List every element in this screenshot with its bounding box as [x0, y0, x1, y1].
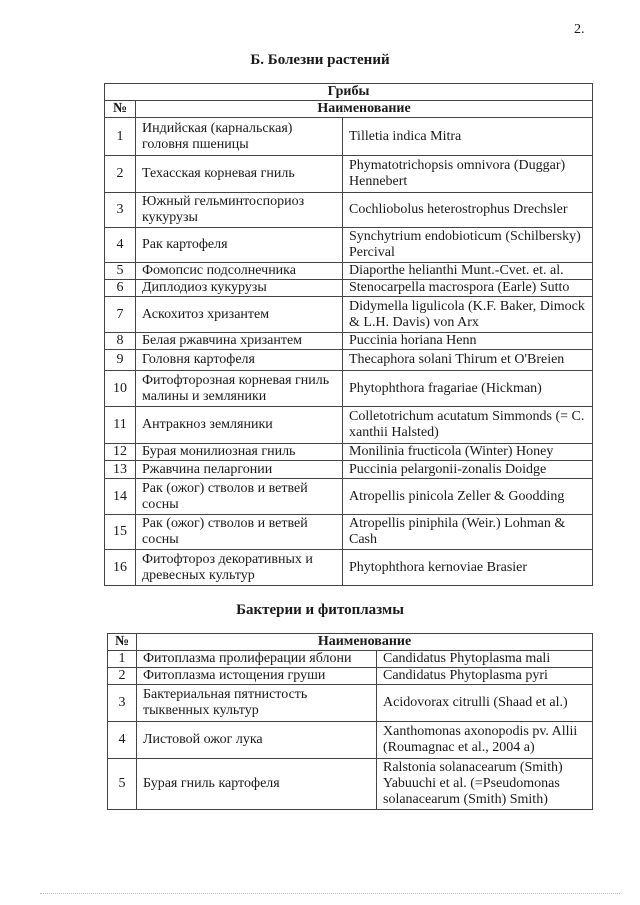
- fungi-table: [104, 83, 593, 586]
- row-number: 1: [105, 118, 136, 156]
- fungi-group-title: Грибы: [105, 84, 593, 101]
- disease-name: Диплодиоз кукурузы: [136, 280, 343, 297]
- table-row: [105, 280, 593, 297]
- disease-name: Фомопсис подсолнечника: [136, 263, 343, 280]
- pathogen-latin-name: Thecaphora solani Thirum et O'Breien: [343, 350, 593, 371]
- row-number: 5: [105, 263, 136, 280]
- disease-name: Аскохитоз хризантем: [136, 297, 343, 333]
- disease-name: Ржавчина пеларгонии: [136, 461, 343, 479]
- bacteria-table: [107, 633, 593, 810]
- table-row: [105, 479, 593, 515]
- table-row: [105, 444, 593, 461]
- pathogen-latin-name: Diaporthe helianthi Munt.-Cvet. et. al.: [343, 263, 593, 280]
- pathogen-latin-name: Xanthomonas axonopodis pv. Allii (Roumagnac et al., 2004 a): [377, 722, 593, 759]
- disease-name: Рак картофеля: [136, 228, 343, 263]
- pathogen-latin-name: Phymatotrichopsis omnivora (Duggar) Hennebert: [343, 156, 593, 193]
- table-row: [105, 297, 593, 333]
- table-row: [108, 759, 593, 810]
- row-number: 2: [105, 156, 136, 193]
- disease-name: Рак (ожог) стволов и ветвей сосны: [136, 515, 343, 550]
- row-number: 1: [108, 651, 137, 668]
- row-number: 4: [108, 722, 137, 759]
- table-row: [105, 550, 593, 586]
- row-number: 9: [105, 350, 136, 371]
- disease-name: Белая ржавчина хризантем: [136, 333, 343, 350]
- disease-name: Фитоплазма пролиферации яблони: [137, 651, 377, 668]
- row-number: 3: [108, 685, 137, 722]
- row-number: 15: [105, 515, 136, 550]
- row-number: 4: [105, 228, 136, 263]
- pathogen-latin-name: Synchytrium endobioticum (Schilbersky) Percival: [343, 228, 593, 263]
- table-row: [105, 228, 593, 263]
- row-number: 11: [105, 407, 136, 444]
- row-number: 13: [105, 461, 136, 479]
- table-row: [105, 118, 593, 156]
- disease-name: Фитофторозная корневая гниль малины и земляники: [136, 371, 343, 407]
- row-number: 3: [105, 193, 136, 228]
- disease-name: Рак (ожог) стволов и ветвей сосны: [136, 479, 343, 515]
- row-number: 12: [105, 444, 136, 461]
- page-number: 2.: [574, 22, 585, 37]
- column-header-number: №: [108, 634, 137, 651]
- pathogen-latin-name: Puccinia pelargonii-zonalis Doidge: [343, 461, 593, 479]
- pathogen-latin-name: Phytophthora fragariae (Hickman): [343, 371, 593, 407]
- row-number: 2: [108, 668, 137, 685]
- disease-name: Южный гельминтоспориоз кукурузы: [136, 193, 343, 228]
- table-row: [105, 515, 593, 550]
- row-number: 7: [105, 297, 136, 333]
- disease-name: Фитофтороз декоративных и древесных культур: [136, 550, 343, 586]
- table-row: [105, 263, 593, 280]
- table-row: [105, 407, 593, 444]
- row-number: 14: [105, 479, 136, 515]
- column-header-name: Наименование: [137, 634, 593, 651]
- pathogen-latin-name: Cochliobolus heterostrophus Drechsler: [343, 193, 593, 228]
- bacteria-section-title: Бактерии и фитоплазмы: [236, 602, 404, 618]
- row-number: 6: [105, 280, 136, 297]
- disease-name: Антракноз земляники: [136, 407, 343, 444]
- pathogen-latin-name: Candidatus Phytoplasma mali: [377, 651, 593, 668]
- table-row: [105, 461, 593, 479]
- disease-name: Техасская корневая гниль: [136, 156, 343, 193]
- section-title: Б. Болезни растений: [250, 52, 390, 68]
- pathogen-latin-name: Monilinia fructicola (Winter) Honey: [343, 444, 593, 461]
- pathogen-latin-name: Atropellis pinicola Zeller & Goodding: [343, 479, 593, 515]
- disease-name: Бактериальная пятнистость тыквенных культур: [137, 685, 377, 722]
- row-number: 16: [105, 550, 136, 586]
- pathogen-latin-name: Stenocarpella macrospora (Earle) Sutto: [343, 280, 593, 297]
- disease-name: Индийская (карнальская) головня пшеницы: [136, 118, 343, 156]
- pathogen-latin-name: Colletotrichum acutatum Simmonds (= C. xanthii Halsted): [343, 407, 593, 444]
- table-row: [108, 668, 593, 685]
- disease-name: Листовой ожог лука: [137, 722, 377, 759]
- table-row: [108, 651, 593, 668]
- disease-name: Бурая монилиозная гниль: [136, 444, 343, 461]
- pathogen-latin-name: Puccinia horiana Henn: [343, 333, 593, 350]
- pathogen-latin-name: Acidovorax citrulli (Shaad et al.): [377, 685, 593, 722]
- pathogen-latin-name: Phytophthora kernoviae Brasier: [343, 550, 593, 586]
- table-row: [108, 685, 593, 722]
- table-row: [105, 193, 593, 228]
- table-row: [105, 371, 593, 407]
- pathogen-latin-name: Atropellis piniphila (Weir.) Lohman & Cash: [343, 515, 593, 550]
- table-row: [105, 333, 593, 350]
- row-number: 5: [108, 759, 137, 810]
- pathogen-latin-name: Didymella ligulicola (K.F. Baker, Dimock & L.H. Davis) von Arx: [343, 297, 593, 333]
- disease-name: Бурая гниль картофеля: [137, 759, 377, 810]
- table-row: [105, 156, 593, 193]
- scan-edge-line: [40, 893, 620, 894]
- pathogen-latin-name: Candidatus Phytoplasma pyri: [377, 668, 593, 685]
- column-header-number: №: [105, 101, 136, 118]
- table-row: [105, 350, 593, 371]
- row-number: 10: [105, 371, 136, 407]
- column-header-name: Наименование: [136, 101, 593, 118]
- disease-name: Фитоплазма истощения груши: [137, 668, 377, 685]
- pathogen-latin-name: Tilletia indica Mitra: [343, 118, 593, 156]
- disease-name: Головня картофеля: [136, 350, 343, 371]
- row-number: 8: [105, 333, 136, 350]
- pathogen-latin-name: Ralstonia solanacearum (Smith) Yabuuchi et al. (=Pseudomonas solanacearum (Smith) Smith): [377, 759, 593, 810]
- table-row: [108, 722, 593, 759]
